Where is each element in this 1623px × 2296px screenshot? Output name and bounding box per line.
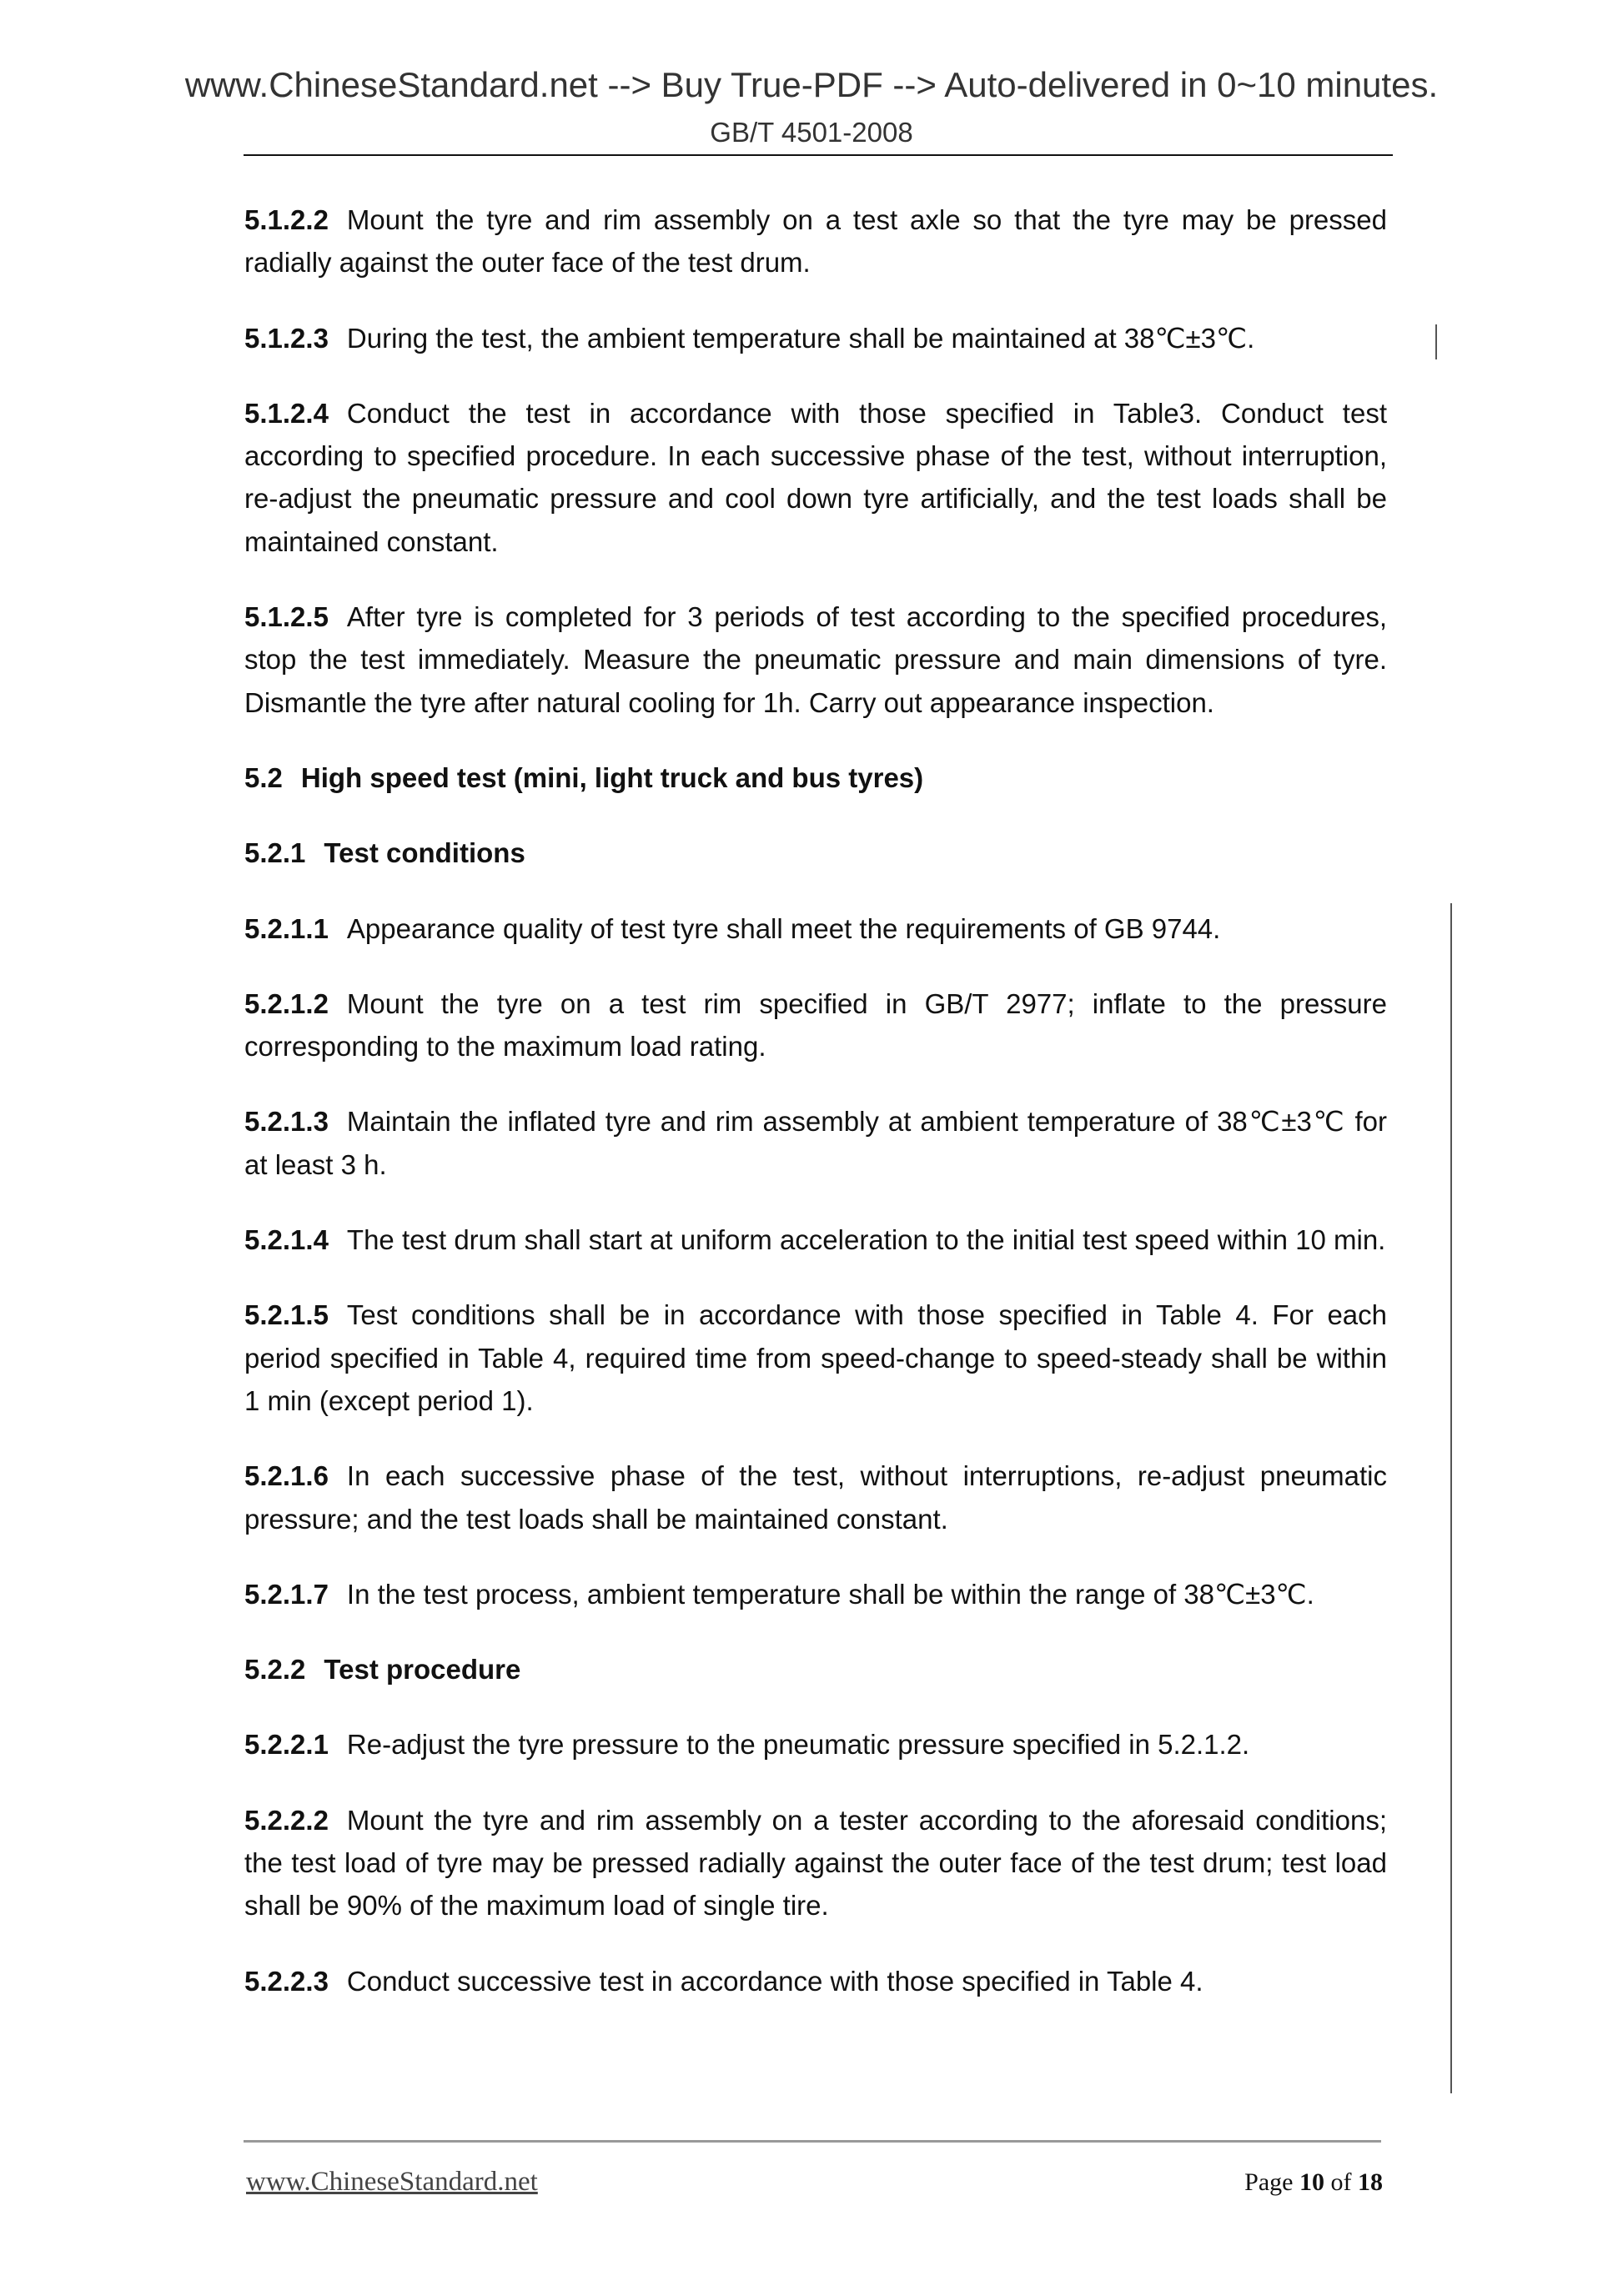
clause-text: The test drum shall start at uniform acceleration to the initial test speed within 10 min. bbox=[346, 1224, 1386, 1256]
clause-text: Re-adjust the tyre pressure to the pneumatic pressure specified in 5.2.1.2. bbox=[346, 1729, 1250, 1761]
clause-text: After tyre is completed for 3 periods of test according to the specified procedures, stop the test immediately. Measure the pneumatic pressure and main dimensions of tyre. Dismantle the tyre after natural cooling for 1h. Carry out appearance inspection. bbox=[244, 601, 1387, 718]
clause-text: During the test, the ambient temperature shall be maintained at 38℃±3℃. bbox=[346, 322, 1255, 354]
total-pages: 18 bbox=[1358, 2168, 1383, 2196]
page-number bbox=[1244, 2168, 1383, 2197]
clause-number: 5.2.2.2 bbox=[244, 1804, 329, 1836]
clause-paragraph bbox=[244, 392, 1387, 563]
clause-text: Test procedure bbox=[324, 1654, 521, 1686]
section-heading bbox=[244, 756, 1387, 799]
clause-text: In each successive phase of the test, without interruptions, re-adjust pneumatic pressure; and the test loads shall be maintained constant. bbox=[244, 1460, 1387, 1535]
clause-text: Mount the tyre and rim assembly on a tester according to the aforesaid conditions; the test load of tyre may be pressed radially against the outer face of the test drum; test load shall be 90% of the maximum load of single tire. bbox=[244, 1804, 1387, 1922]
clause-number: 5.1.2.3 bbox=[244, 322, 329, 354]
clause-text: Appearance quality of test tyre shall meet the requirements of GB 9744. bbox=[346, 912, 1221, 944]
clause-paragraph bbox=[244, 198, 1387, 284]
header-divider bbox=[244, 154, 1393, 156]
clause-paragraph bbox=[244, 1218, 1387, 1261]
clause-paragraph bbox=[244, 595, 1387, 724]
clause-number: 5.2.1.4 bbox=[244, 1224, 329, 1256]
clause-number: 5.2.1.5 bbox=[244, 1299, 329, 1331]
clause-text: Conduct successive test in accordance with those specified in Table 4. bbox=[346, 1965, 1203, 1997]
clause-text: Maintain the inflated tyre and rim assembly at ambient temperature of 38℃±3℃ for at least 3 h. bbox=[244, 1106, 1387, 1180]
clause-paragraph bbox=[244, 982, 1387, 1068]
clause-paragraph bbox=[244, 1960, 1387, 2002]
header-banner: www.ChineseStandard.net --> Buy True-PDF --> Auto-delivered in 0~10 minutes. bbox=[184, 65, 1439, 104]
document-body bbox=[244, 198, 1387, 2035]
clause-number: 5.2.1.3 bbox=[244, 1106, 329, 1138]
clause-text: Mount the tyre and rim assembly on a test axle so that the tyre may be pressed radially against the outer face of the test drum. bbox=[244, 204, 1387, 279]
clause-paragraph bbox=[244, 1723, 1387, 1766]
change-bar bbox=[1450, 903, 1452, 2093]
clause-paragraph bbox=[244, 1294, 1387, 1422]
section-heading bbox=[244, 1648, 1387, 1691]
clause-number: 5.2.2 bbox=[244, 1654, 306, 1686]
footer-link[interactable]: www.ChineseStandard.net bbox=[246, 2167, 538, 2197]
section-heading bbox=[244, 831, 1387, 874]
page-label: Page bbox=[1244, 2168, 1294, 2196]
change-bar bbox=[1435, 324, 1437, 359]
clause-number: 5.1.2.4 bbox=[244, 397, 329, 429]
clause-number: 5.2.2.3 bbox=[244, 1965, 329, 1997]
clause-text: Conduct the test in accordance with those specified in Table3. Conduct test according to specified procedure. In each successive phase of the test, without interruption, re-adjust the pneumatic pressure and cool down tyre artificially, and the test loads shall be maintained constant. bbox=[244, 397, 1387, 557]
clause-number: 5.2 bbox=[244, 761, 283, 793]
clause-text: Test conditions bbox=[324, 837, 525, 869]
clause-number: 5.2.1 bbox=[244, 837, 306, 869]
clause-paragraph bbox=[244, 1573, 1387, 1615]
clause-number: 5.2.2.1 bbox=[244, 1729, 329, 1761]
clause-text: Test conditions shall be in accordance with those specified in Table 4. For each period specified in Table 4, required time from speed-change to speed-steady shall be within 1 min (except period 1). bbox=[244, 1299, 1387, 1416]
clause-number: 5.1.2.2 bbox=[244, 204, 329, 235]
clause-number: 5.2.1.6 bbox=[244, 1460, 329, 1492]
clause-text: High speed test (mini, light truck and bus tyres) bbox=[300, 761, 924, 793]
current-page: 10 bbox=[1299, 2168, 1324, 2196]
footer-divider bbox=[244, 2140, 1381, 2143]
of-label: of bbox=[1330, 2168, 1352, 2196]
clause-number: 5.1.2.5 bbox=[244, 601, 329, 633]
clause-text: Mount the tyre on a test rim specified in GB/T 2977; inflate to the pressure corresponding to the maximum load rating. bbox=[244, 987, 1387, 1063]
clause-number: 5.2.1.2 bbox=[244, 987, 329, 1019]
clause-number: 5.2.1.7 bbox=[244, 1578, 329, 1610]
clause-paragraph bbox=[244, 1454, 1387, 1540]
standard-number: GB/T 4501-2008 bbox=[710, 117, 913, 148]
clause-text: In the test process, ambient temperature shall be within the range of 38℃±3℃. bbox=[346, 1578, 1314, 1610]
clause-paragraph bbox=[244, 907, 1387, 950]
clause-number: 5.2.1.1 bbox=[244, 912, 329, 944]
clause-paragraph bbox=[244, 1100, 1387, 1186]
clause-paragraph bbox=[244, 317, 1387, 359]
clause-paragraph bbox=[244, 1799, 1387, 1927]
